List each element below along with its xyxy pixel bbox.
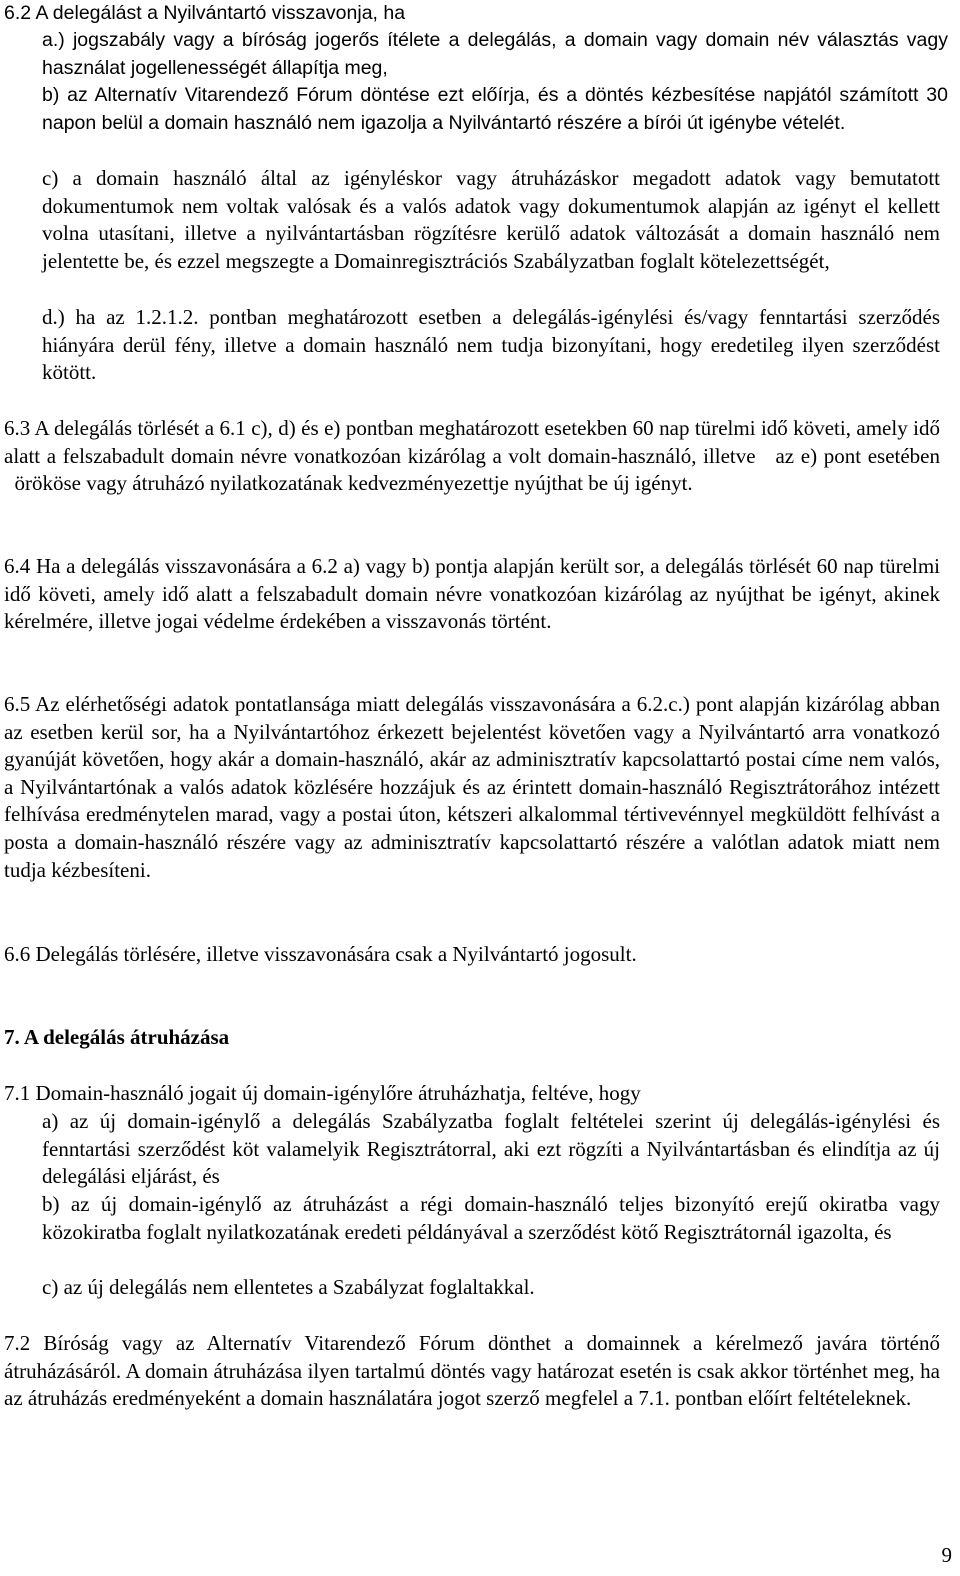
page-number: 9 xyxy=(941,1543,952,1567)
section-6-6: 6.6 Delegálás törlésére, illetve visszavonására csak a Nyilvántartó jogosult. xyxy=(4,942,637,966)
section-7-2: 7.2 Bíróság vagy az Alternatív Vitarendező Fórum dönthet a domainnek a kérelmező javára történő átruházásáról. A domain átruházása ilyen tartalmú döntés vagy határozat esetén is csak akkor történhet meg, ha az átruházás eredményeként a domain használatára jogot szerző megfelel a 7.1. pontban előírt feltételeknek. xyxy=(4,1331,940,1411)
section-7-title: 7. A delegálás átruházása xyxy=(4,1025,230,1049)
section-6-2-heading: 6.2 A delegálást a Nyilvántartó visszavonja, ha xyxy=(4,2,406,24)
section-6-2-item-b: b) az Alternatív Vitarendező Fórum döntése ezt előírja, és a döntés kézbesítése napjától számított 30 napon belül a domain használó nem igazolja a Nyilvántartó részére a bírói út igénybe vételét. xyxy=(42,84,948,134)
section-6-2-item-a: a.) jogszabály vagy a bíróság jogerős ítélete a delegálás, a domain vagy domain név választás vagy használat jogellenességét állapítja meg, xyxy=(42,29,948,79)
section-7-1-item-b: b) az új domain-igénylő az átruházást a régi domain-használó teljes bizonyító erejű okiratba vagy közokiratba foglalt nyilatkozatának eredeti példányával a szerződést kötő Regisztrátornál igazolta, és xyxy=(42,1192,940,1244)
section-6-2-item-c: c) a domain használó által az igényléskor vagy átruházáskor megadott adatok vagy bemutatott dokumentumok nem voltak valósak és a valós adatok vagy dokumentumok alapján az igényt el kellett volna utasítani, illetve a nyilvántartásban rögzítésre kerülő adatok változását a domain használó nem jelentette be, és ezzel megszegte a Domainregisztrációs Szabályzatban foglalt kötelezettségét, xyxy=(42,166,940,273)
section-7-1-intro: 7.1 Domain-használó jogait új domain-igénylőre átruházhatja, feltéve, hogy xyxy=(4,1081,641,1105)
section-6-4: 6.4 Ha a delegálás visszavonására a 6.2 a) vagy b) pontja alapján került sor, a delegálás törlését 60 nap türelmi idő követi, amely idő alatt a felszabadult domain névre vonatkozóan kizárólag az nyújthat be igényt, akinek kérelmére, illetve jogai védelme érdekében a visszavonás történt. xyxy=(4,554,940,634)
section-7-1-item-a: a) az új domain-igénylő a delegálás Szabályzatba foglalt feltételei szerint új delegálás-igénylési és fenntartási szerződést köt valamelyik Regisztrátorral, aki ezt rögzíti a Nyilvántartásban és elindítja az új delegálási eljárást, és xyxy=(42,1109,940,1189)
section-6-2-item-d: d.) ha az 1.2.1.2. pontban meghatározott esetben a delegálás-igénylési és/vagy fenntartási szerződés hiányára derül fény, illetve a domain használó nem tudja bizonyítani, hogy eredetileg ilyen szerződést kötött. xyxy=(42,305,940,385)
section-6-5: 6.5 Az elérhetőségi adatok pontatlansága miatt delegálás visszavonására a 6.2.c.) pont alapján kizárólag abban az esetben kerül sor, ha a Nyilvántartóhoz érkezett bejelentést követően vagy a Nyilvántartó arra vonatkozó gyanúját követően, hogy akár a domain-használó, akár az adminisztratív kapcsolattartó postai címe nem valós, a Nyilvántartónak a valós adatok közlésére hozzájuk és az érintett domain-használó Regisztrátorához intézett felhívása eredménytelen marad, vagy a postai úton, kétszeri alkalommal tértivevénnyel megküldött felhívást a posta a domain-használó részére vagy az adminisztratív kapcsolattartó részére a valótlan adatok miatt nem tudja kézbesíteni. xyxy=(4,692,940,882)
section-6-3: 6.3 A delegálás törlését a 6.1 c), d) és e) pontban meghatározott esetekben 60 nap türelmi idő követi, amely idő alatt a felszabadult domain névre vonatkozóan kizárólag a volt domain-használó, illetve az e) pont esetében örököse vagy átruházó nyilatkozatának kedvezményezettje nyújthat be új igényt. xyxy=(4,416,940,496)
section-7-1-item-c: c) az új delegálás nem ellentetes a Szabályzat foglaltakkal. xyxy=(42,1275,535,1299)
